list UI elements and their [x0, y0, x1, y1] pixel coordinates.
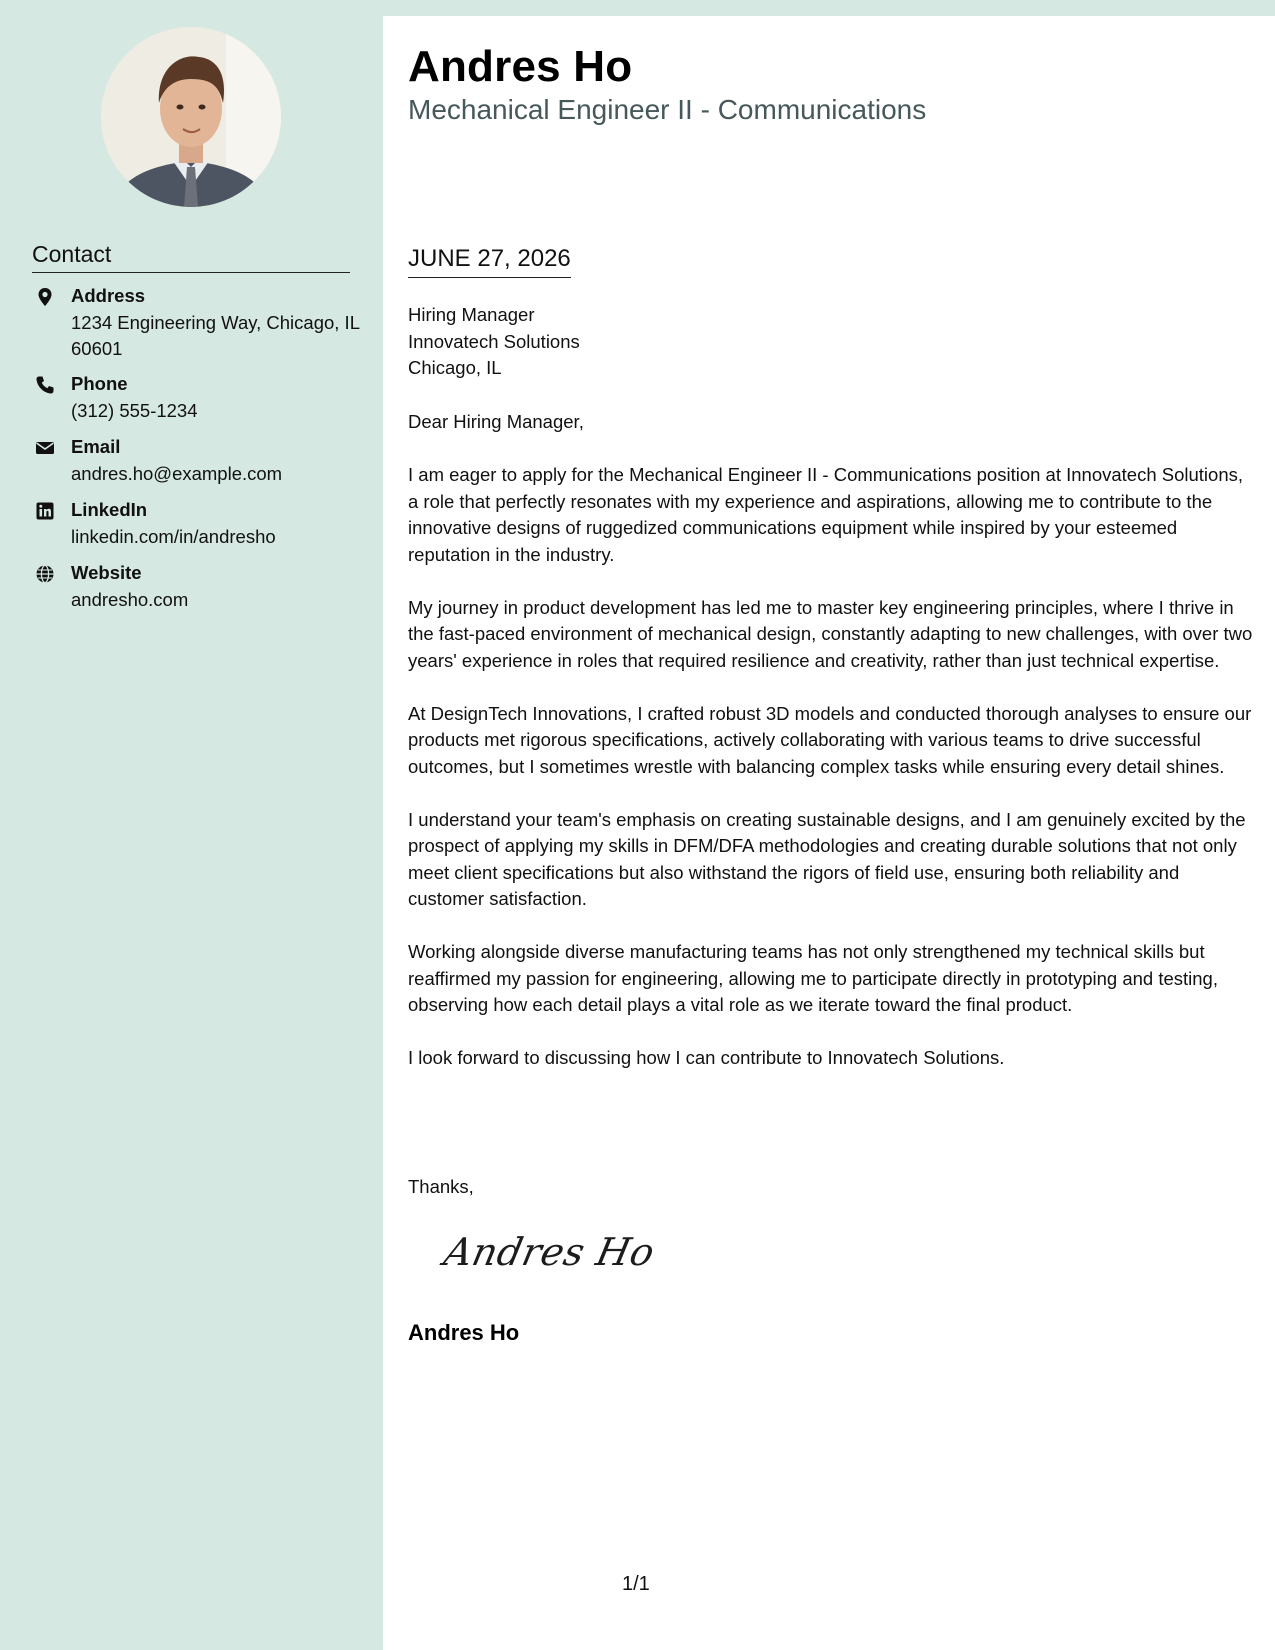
profile-photo-image: [101, 27, 281, 207]
globe-icon: [35, 564, 55, 584]
applicant-role: Mechanical Engineer II - Communications: [408, 94, 927, 125]
sidebar: [0, 0, 383, 1650]
recipient-line: Chicago, IL: [408, 357, 502, 378]
phone-icon: [35, 375, 55, 395]
salutation: Dear Hiring Manager,: [408, 411, 584, 432]
letter-paragraph: My journey in product development has led me to master key engineering principles, where I thrive in the fast-paced environment of mechanical design, constantly adapting to new challenges, with over two years' experience in roles that required resilience and creativity, rather than just technical expertise.: [408, 596, 1253, 671]
contact-value-linkedin: linkedin.com/in/andresho: [71, 526, 276, 547]
letter-paragraph: At DesignTech Innovations, I crafted robust 3D models and conducted thorough analyses to ensure our products met rigorous specifications, actively collaborating with various teams to drive successful outcomes, but I sometimes wrestle with balancing complex tasks while ensuring every detail shines.: [408, 702, 1252, 777]
applicant-name: Andres Ho: [408, 42, 633, 91]
contact-value-website: andresho.com: [71, 589, 189, 610]
handwritten-signature: Andres Ho: [440, 1230, 659, 1274]
top-accent-band: [383, 0, 1275, 16]
contact-value-phone: (312) 555-1234: [71, 400, 198, 421]
contact-heading: Contact: [32, 241, 350, 273]
recipient-block: [408, 302, 580, 382]
contact-label-phone: Phone: [71, 373, 128, 394]
envelope-icon: [35, 438, 55, 458]
contact-label-email: Email: [71, 436, 121, 457]
recipient-line: Hiring Manager: [408, 304, 535, 325]
letter-paragraph: Working alongside diverse manufacturing teams has not only strengthened my technical skills but reaffirmed my passion for engineering, allowing me to participate directly in prototyping and testing, observing how each detail plays a vital role as we iterate toward the final product.: [408, 941, 1218, 1015]
map-pin-icon: [35, 287, 55, 307]
contact-label-website: Website: [71, 562, 142, 583]
recipient-line: Innovatech Solutions: [408, 330, 580, 352]
letter-body: [408, 409, 1253, 1098]
contact-value-address: 1234 Engineering Way, Chicago, IL 60601: [71, 312, 360, 359]
letter-paragraph: I understand your team's emphasis on creating sustainable designs, and I am genuinely excited by the prospect of applying my skills in DFM/DFA methodologies and creating durable solutions that not only meet client specifications but also withstand the rigors of field use, ensuring both reliability and customer satisfaction.: [408, 808, 1246, 909]
contact-value-email: andres.ho@example.com: [71, 463, 283, 484]
contact-label-linkedin: LinkedIn: [71, 499, 148, 520]
letter-paragraph: I am eager to apply for the Mechanical Engineer II - Communications position at Innovatech Solutions, a role that perfectly resonates with my experience and aspirations, allowing me to contribute to the innovative designs of ruggedized communications equipment while inspired by your esteemed reputation in the industry.: [408, 464, 1244, 565]
letter-date: JUNE 27, 2026: [408, 245, 571, 278]
closing: Thanks,: [408, 1176, 474, 1197]
profile-photo: [101, 27, 281, 207]
signed-name: Andres Ho: [408, 1320, 520, 1345]
contact-label-address: Address: [71, 285, 146, 306]
letter-paragraph: I look forward to discussing how I can contribute to Innovatech Solutions.: [408, 1047, 1005, 1068]
linkedin-icon: [35, 501, 55, 521]
page-number: 1/1: [622, 1573, 650, 1595]
